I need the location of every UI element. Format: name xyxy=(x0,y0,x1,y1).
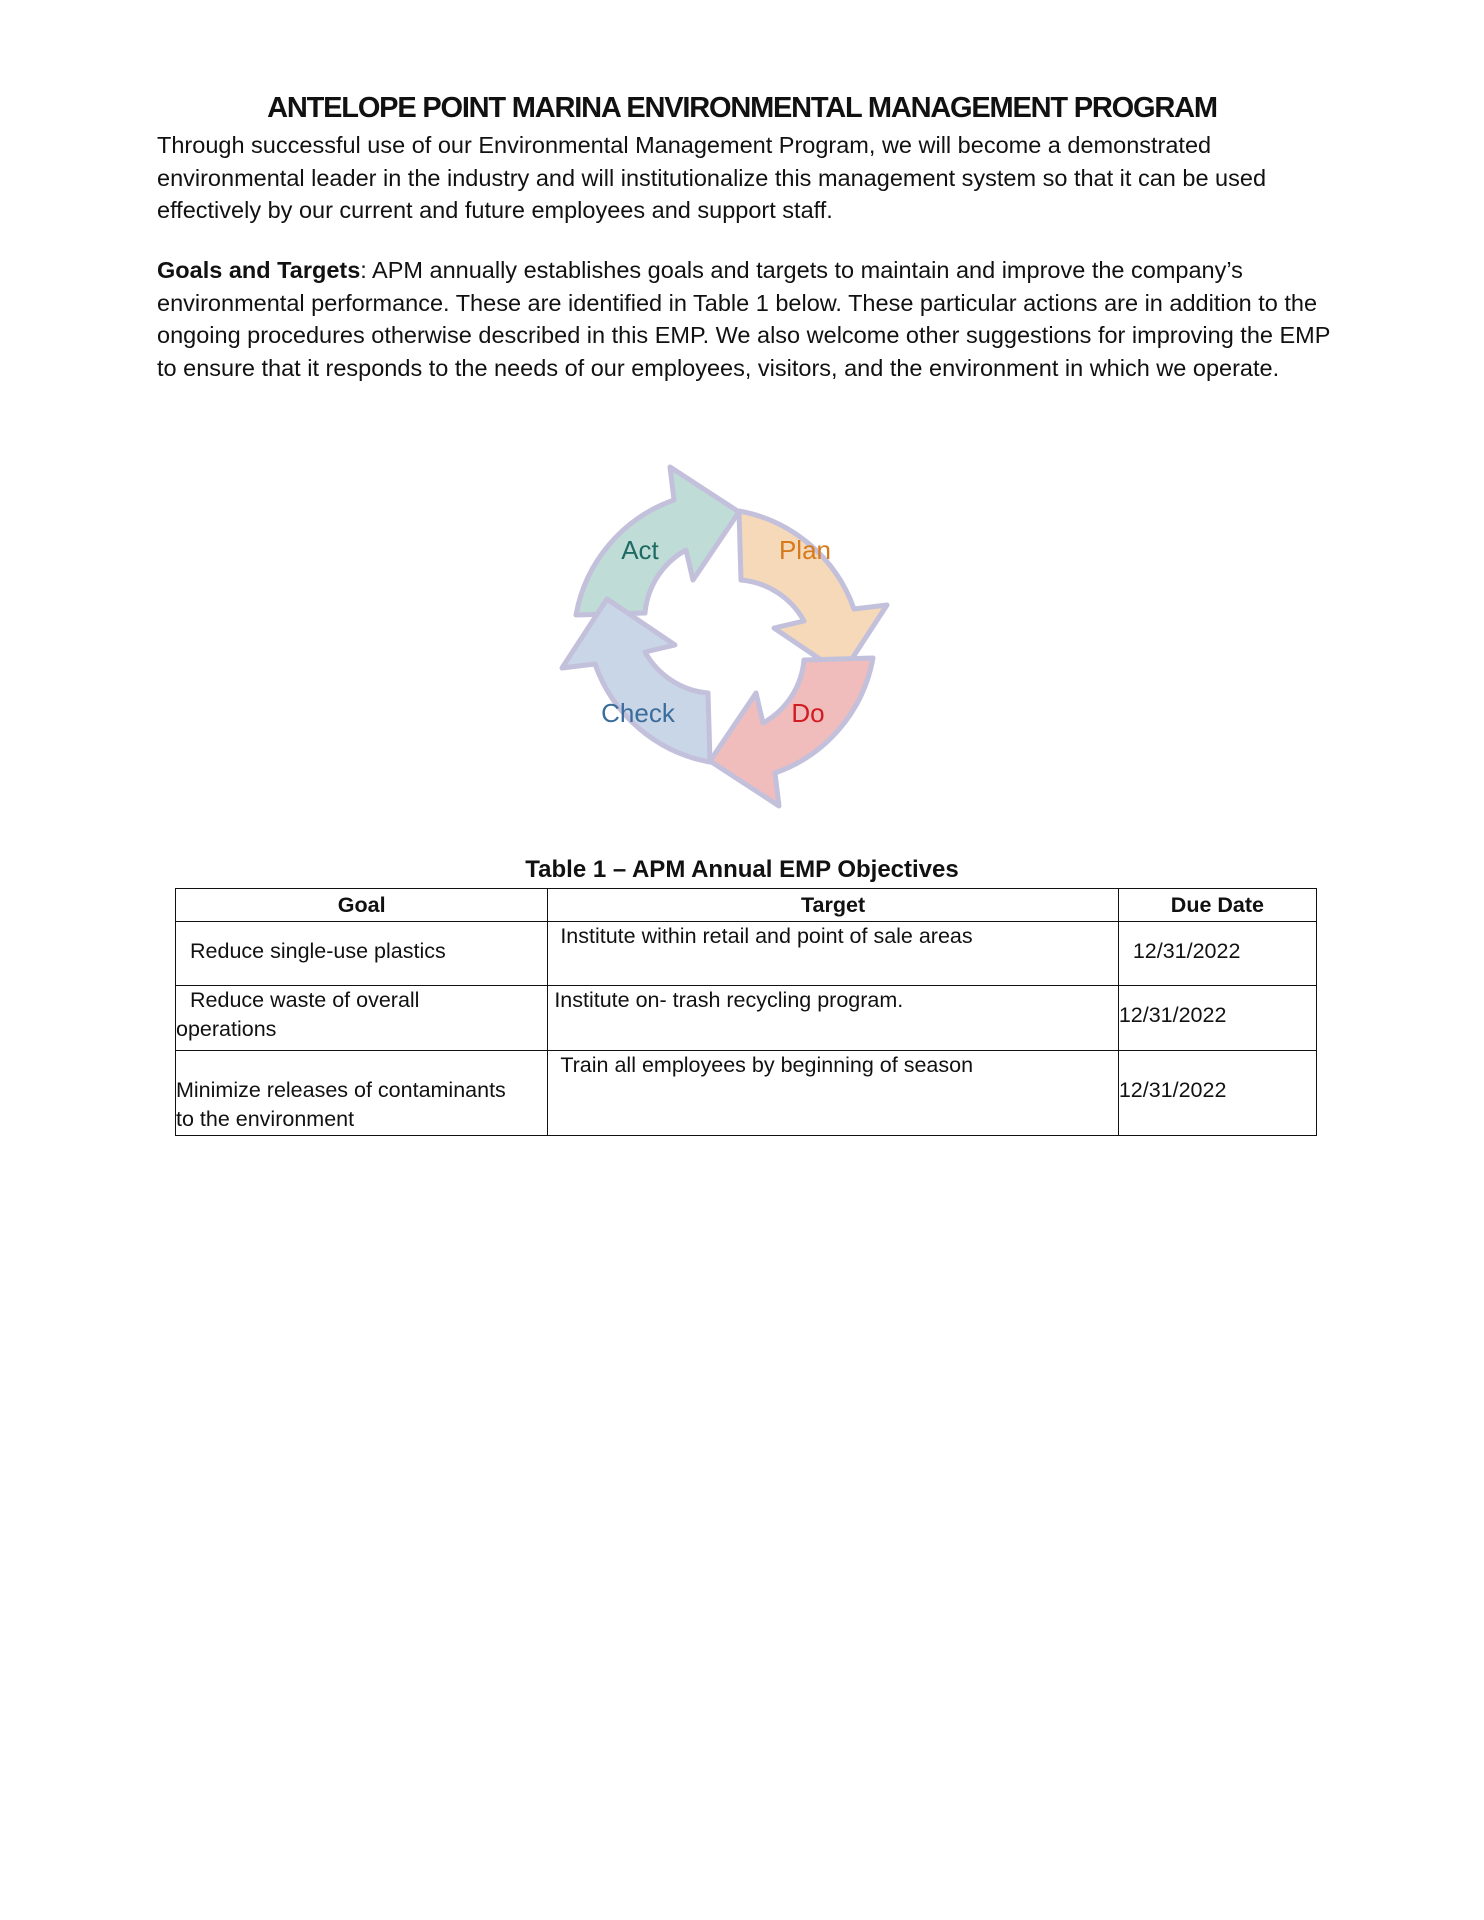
intro-paragraph: Through successful use of our Environmental Management Program, we will become a demonstrated environmental leader in the industry and will institutionalize this management system so that it can be used effectively by our current and future employees and support staff. xyxy=(157,132,1267,223)
table-row xyxy=(176,922,1317,986)
table-caption: Table 1 – APM Annual EMP Objectives xyxy=(525,856,959,883)
table-row xyxy=(176,1051,1317,1136)
target-cell: Institute on- trash recycling program. xyxy=(548,986,1119,1051)
header-goal: Goal xyxy=(176,889,548,922)
due-date-cell: 12/31/2022 xyxy=(1118,986,1316,1051)
objectives-table xyxy=(175,888,1317,1136)
due-date-cell: 12/31/2022 xyxy=(1118,922,1316,986)
do-label: Do xyxy=(791,698,825,728)
target-cell: Institute within retail and point of sale areas xyxy=(548,922,1119,986)
goals-heading: Goals and Targets xyxy=(157,257,361,283)
target-cell: Train all employees by beginning of season xyxy=(548,1051,1119,1136)
header-target: Target xyxy=(548,889,1119,922)
check-label: Check xyxy=(601,698,675,728)
table-header-row xyxy=(176,889,1317,922)
due-date-cell: 12/31/2022 xyxy=(1118,1051,1316,1136)
header-due-date: Due Date xyxy=(1118,889,1316,922)
act-label: Act xyxy=(621,535,659,565)
plan-label: Plan xyxy=(778,535,832,565)
goal-cell: Reduce single-use plastics xyxy=(176,922,548,986)
document-title: ANTELOPE POINT MARINA ENVIRONMENTAL MANAGEMENT PROGRAM xyxy=(267,92,1217,124)
pdca-cycle-diagram xyxy=(550,455,900,810)
goals-paragraph xyxy=(157,254,1337,384)
goal-cell: Minimize releases of contaminants to the environment xyxy=(176,1051,548,1136)
goal-cell: Reduce waste of overall operations xyxy=(176,986,548,1051)
goals-text: : APM annually establishes goals and targets to maintain and improve the company’s environmental performance. These are identified in Table 1 below. These particular actions are in addition to the ongoing procedures otherwise described in this EMP. We also welcome other suggestions for improving the EMP to ensure that it responds to the needs of our employees, visitors, and the environment in which we operate. xyxy=(157,257,1331,381)
check-arrow xyxy=(562,599,710,762)
table-row xyxy=(176,986,1317,1051)
do-arrow xyxy=(710,658,873,806)
